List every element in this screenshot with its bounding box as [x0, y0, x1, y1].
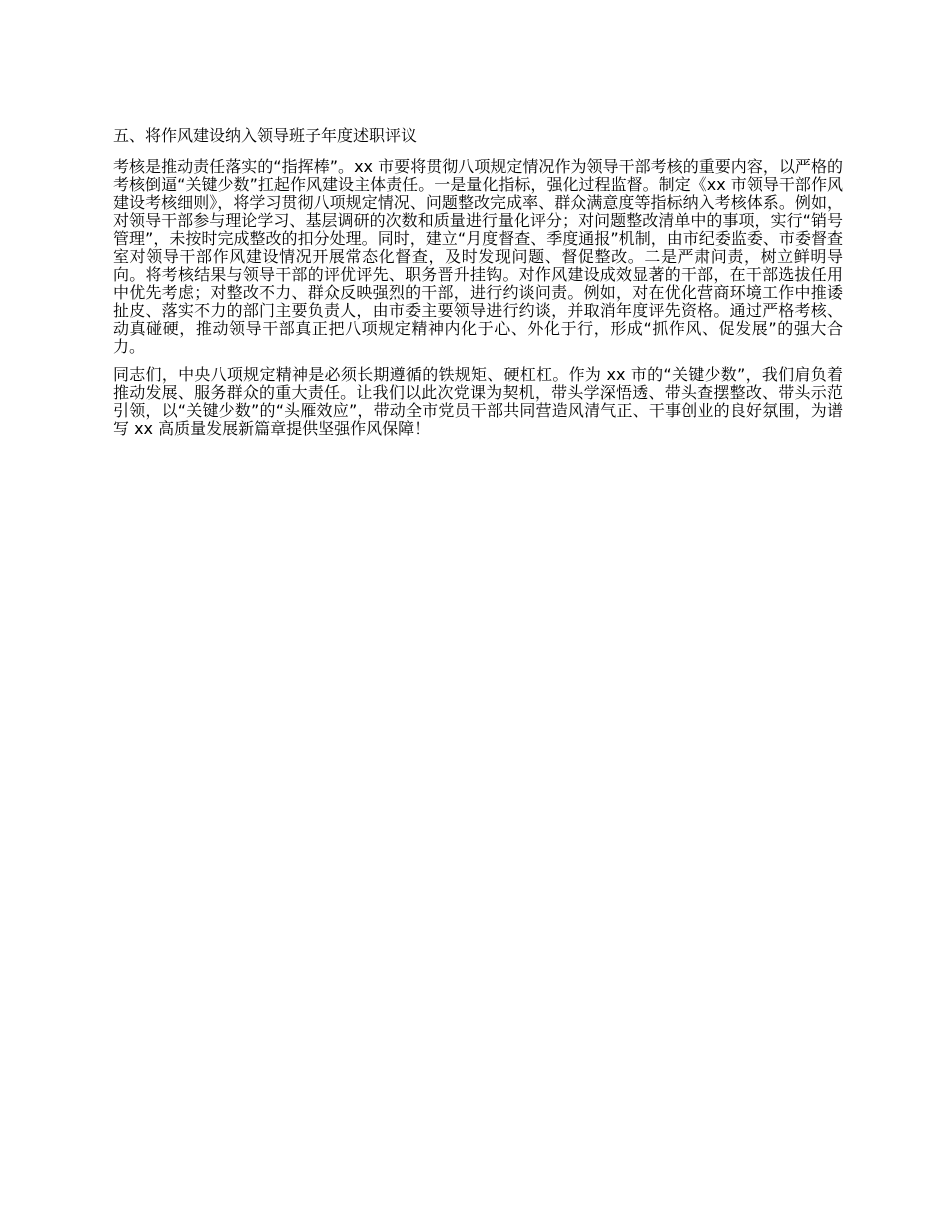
body-paragraph-2: 同志们，中央八项规定精神是必须长期遵循的铁规矩、硬杠杠。作为 xx 市的“关键少数”，我们肩负着推动发展、服务群众的重大责任。让我们以此次党课为契机，带头学深悟透、带头查摆整改、带头示范引领，以“关键少数”的“头雁效应”，带动全市党员干部共同营造风清气正、干事创业的良好氛围，为谱写 xx 高质量发展新篇章提供坚强作风保障！	[113, 365, 843, 438]
body-paragraph-1: 考核是推动责任落实的“指挥棒”。xx 市要将贯彻八项规定情况作为领导干部考核的重要内容，以严格的考核倒逼“关键少数”扛起作风建设主体责任。一是量化指标，强化过程监督。制定《xx 市领导干部作风建设考核细则》，将学习贯彻八项规定情况、问题整改完成率、群众满意度等指标纳入考核体系。例如，对领导干部参与理论学习、基层调研的次数和质量进行量化评分；对问题整改清单中的事项，实行“销号管理”，未按时完成整改的扣分处理。同时，建立“月度督查、季度通报”机制，由市纪委监委、市委督查室对领导干部作风建设情况开展常态化督查，及时发现问题、督促整改。二是严肃问责，树立鲜明导向。将考核结果与领导干部的评优评先、职务晋升挂钩。对作风建设成效显著的干部，在干部选拔任用中优先考虑；对整改不力、群众反映强烈的干部，进行约谈问责。例如，对在优化营商环境工作中推诿扯皮、落实不力的部门主要负责人，由市委主要领导进行约谈，并取消年度评先资格。通过严格考核、动真碰硬，推动领导干部真正把八项规定精神内化于心、外化于行，形成“抓作风、促发展”的强大合力。	[113, 157, 843, 356]
document-page	[113, 126, 843, 448]
section-heading: 五、将作风建设纳入领导班子年度述职评议	[113, 126, 418, 145]
